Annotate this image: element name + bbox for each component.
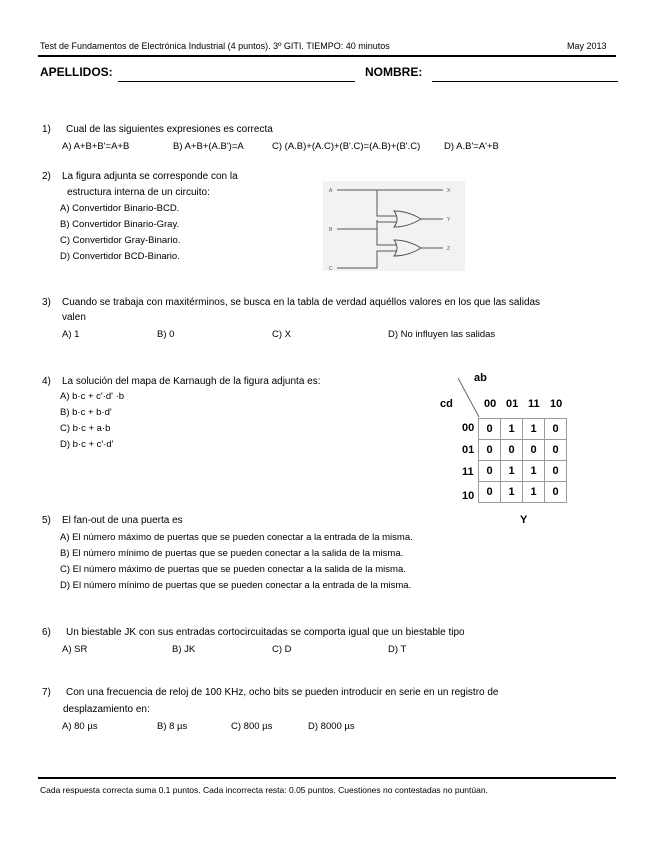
question-text: Con una frecuencia de reloj de 100 KHz, ocho bits se pueden introducir en serie en un registro de (66, 687, 499, 698)
question-number: 3) (42, 297, 51, 308)
option-d: D) b·c + c'·d' (60, 439, 114, 450)
option-c: C) X (272, 329, 291, 340)
option-d: D) No influyen las salidas (388, 329, 496, 340)
question-text: Un biestable JK con sus entradas cortocircuitadas se comporta igual que un biestable tipo (66, 627, 465, 638)
question-text-cont: estructura interna de un circuito: (67, 187, 210, 198)
question-text: La figura adjunta se corresponde con la (62, 171, 238, 182)
question-text: Cual de las siguientes expresiones es correcta (66, 124, 273, 135)
kmap-col-header: 00 (484, 398, 497, 410)
option-c: C) (A.B)+(A.C)+(B'.C)=(A.B)+(B'.C) (272, 141, 421, 152)
question-number: 5) (42, 515, 51, 526)
question-text: El fan-out de una puerta es (62, 515, 183, 526)
kmap-row-header: 00 (462, 422, 475, 434)
question-text: Cuando se trabaja con maxitérminos, se busca en la tabla de verdad aquéllos valores en los que las salidas (62, 297, 541, 308)
question-number: 2) (42, 171, 51, 182)
option-d: D) A.B'=A'+B (444, 141, 499, 152)
kmap-grid (478, 418, 567, 503)
option-d: D) 8000 µs (308, 721, 355, 732)
kmap-cell: 0 (479, 482, 501, 503)
kmap-cell: 0 (523, 440, 545, 461)
option-b: B) JK (172, 644, 196, 655)
kmap-output: Y (520, 514, 528, 526)
question-text: La solución del mapa de Karnaugh de la figura adjunta es: (62, 376, 321, 387)
output-z-label: Z (447, 246, 451, 252)
kmap-cell: 1 (523, 461, 545, 482)
option-d: D) Convertidor BCD-Binario. (60, 251, 180, 262)
kmap-cell: 0 (479, 461, 501, 482)
option-a: A) A+B+B'=A+B (62, 141, 130, 152)
footer-rule (38, 777, 616, 779)
kmap-row-header: 01 (462, 444, 475, 456)
option-b: B) 8 µs (157, 721, 188, 732)
input-b-label: B (329, 227, 333, 233)
kmap-cell: 0 (545, 419, 567, 440)
kmap-cell: 1 (523, 482, 545, 503)
question-number: 6) (42, 627, 51, 638)
output-y-label: Y (447, 217, 451, 223)
option-a: A) Convertidor Binario-BCD. (60, 203, 180, 214)
nombre-label: NOMBRE: (365, 65, 423, 79)
footer-note: Cada respuesta correcta suma 0.1 puntos. Cada incorrecta resta: 0.05 puntos. Cuestiones no contestadas no puntúan. (40, 785, 488, 795)
option-a: A) El número máximo de puertas que se pueden conectar a la entrada de la misma. (60, 532, 413, 543)
option-a: A) SR (62, 644, 88, 655)
kmap-col-header: 01 (506, 398, 519, 410)
kmap-col-header: 11 (528, 398, 540, 410)
logic-circuit-figure (323, 181, 465, 271)
exam-date: May 2013 (567, 41, 607, 51)
option-c: C) Convertidor Gray-Binario. (60, 235, 181, 246)
option-b: B) A+B+(A.B')=A (173, 141, 244, 152)
kmap-col-var: ab (474, 372, 487, 384)
kmap-cell: 0 (545, 461, 567, 482)
apellidos-label: APELLIDOS: (40, 65, 113, 79)
kmap-row-header: 11 (462, 466, 474, 478)
header-rule (38, 55, 616, 57)
exam-title: Test de Fundamentos de Electrónica Industrial (4 puntos). 3º GITI. TIEMPO: 40 minutos (40, 41, 390, 51)
kmap-cell: 0 (545, 440, 567, 461)
kmap-cell: 0 (479, 440, 501, 461)
option-a: A) 80 µs (62, 721, 98, 732)
apellidos-field[interactable] (118, 81, 355, 82)
question-number: 7) (42, 687, 51, 698)
input-c-label: C (329, 266, 333, 271)
kmap-row-var: cd (440, 398, 453, 410)
question-text-cont: valen (62, 312, 86, 323)
kmap-cell: 1 (501, 419, 523, 440)
kmap-cell: 1 (523, 419, 545, 440)
option-a: A) 1 (62, 329, 80, 340)
option-d: D) T (388, 644, 407, 655)
kmap-cell: 0 (545, 482, 567, 503)
option-d: D) El número mínimo de puertas que se pueden conectar a la entrada de la misma. (60, 580, 412, 591)
option-b: B) El número mínimo de puertas que se pueden conectar a la salida de la misma. (60, 548, 404, 559)
kmap-cell: 0 (479, 419, 501, 440)
kmap-row-header: 10 (462, 490, 475, 502)
option-b: B) b·c + b·d' (60, 407, 112, 418)
option-c: C) D (272, 644, 292, 655)
kmap-cell: 0 (501, 440, 523, 461)
kmap-cell: 1 (501, 482, 523, 503)
option-b: B) 0 (157, 329, 175, 340)
nombre-field[interactable] (432, 81, 618, 82)
option-c: C) 800 µs (231, 721, 273, 732)
kmap-col-header: 10 (550, 398, 563, 410)
option-a: A) b·c + c'·d' ·b (60, 391, 125, 402)
option-c: C) El número máximo de puertas que se pueden conectar a la salida de la misma. (60, 564, 406, 575)
question-number: 1) (42, 124, 51, 135)
kmap-cell: 1 (501, 461, 523, 482)
option-b: B) Convertidor Binario-Gray. (60, 219, 180, 230)
input-a-label: A (329, 188, 333, 194)
question-text-cont: desplazamiento en: (63, 704, 150, 715)
output-x-label: X (447, 188, 451, 194)
option-c: C) b·c + a·b (60, 423, 111, 434)
question-number: 4) (42, 376, 51, 387)
